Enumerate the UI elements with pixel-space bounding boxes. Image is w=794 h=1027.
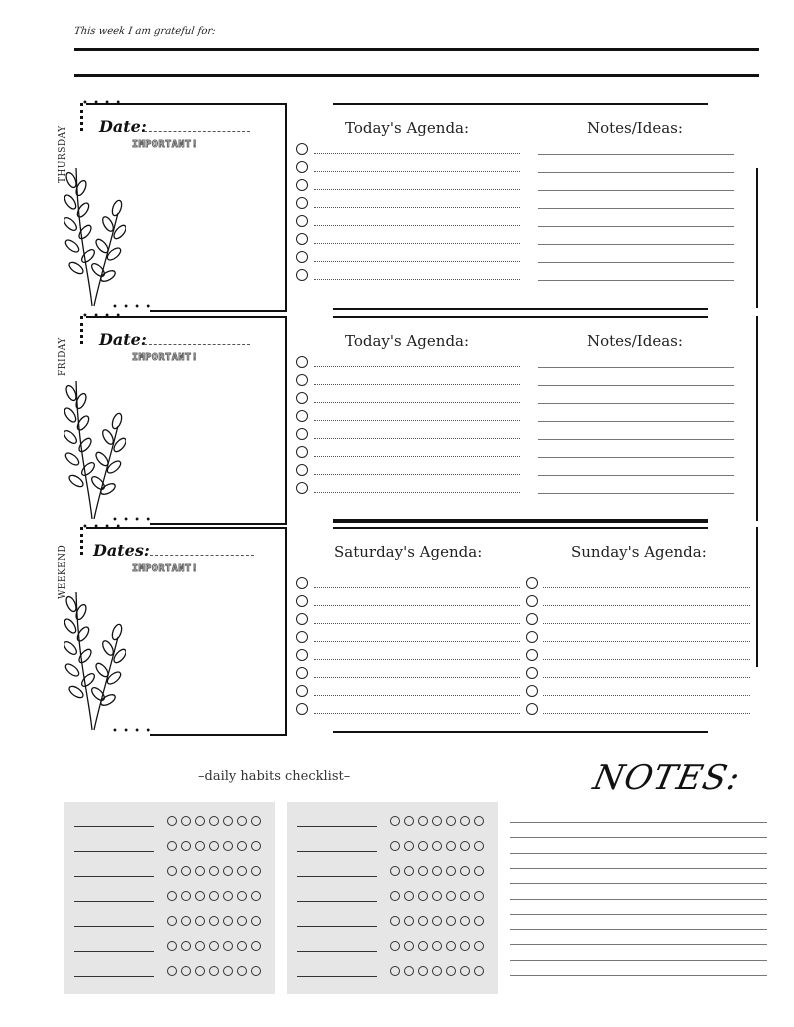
habit-day-circle[interactable] <box>181 916 191 926</box>
notes-line[interactable] <box>510 975 767 976</box>
left-heading: Today's Agenda: <box>345 119 470 137</box>
circle-checkbox-icon[interactable] <box>296 446 308 458</box>
agenda-line[interactable] <box>543 641 750 642</box>
agenda-line[interactable] <box>314 261 520 262</box>
habit-day-circle[interactable] <box>223 966 233 976</box>
agenda-line[interactable] <box>314 474 520 475</box>
habit-day-circle[interactable] <box>446 816 456 826</box>
notes-line[interactable] <box>510 868 767 869</box>
circle-checkbox-icon[interactable] <box>296 410 308 422</box>
habit-day-circle[interactable] <box>237 841 247 851</box>
agenda-line[interactable] <box>314 659 520 660</box>
section-top-rule-double <box>333 519 708 521</box>
circle-checkbox-icon[interactable] <box>526 685 538 697</box>
habit-day-circle[interactable] <box>404 816 414 826</box>
grateful-label: This week I am grateful for: <box>73 26 217 37</box>
notes-ideas-line[interactable] <box>538 403 734 404</box>
habit-day-circle[interactable] <box>251 841 261 851</box>
side-bar <box>756 316 758 521</box>
agenda-line[interactable] <box>314 420 520 421</box>
corner-dots: • • • • <box>82 522 123 533</box>
habit-day-circle[interactable] <box>446 941 456 951</box>
corner-dots-vertical <box>80 527 86 555</box>
habit-day-circle[interactable] <box>460 916 470 926</box>
habit-day-circle[interactable] <box>460 816 470 826</box>
circle-checkbox-icon[interactable] <box>296 613 308 625</box>
habit-day-circle[interactable] <box>474 916 484 926</box>
agenda-line[interactable] <box>314 713 520 714</box>
habit-day-circle[interactable] <box>209 916 219 926</box>
habit-day-circle[interactable] <box>181 866 191 876</box>
date-label: Date: <box>99 330 147 349</box>
agenda-line[interactable] <box>314 279 520 280</box>
habit-day-circle[interactable] <box>251 966 261 976</box>
circle-checkbox-icon[interactable] <box>526 613 538 625</box>
habit-day-circle[interactable] <box>390 841 400 851</box>
circle-checkbox-icon[interactable] <box>296 233 308 245</box>
habit-day-circle[interactable] <box>460 941 470 951</box>
habit-day-circle[interactable] <box>237 891 247 901</box>
habit-day-circle[interactable] <box>167 841 177 851</box>
grateful-line-2[interactable] <box>74 74 759 77</box>
notes-ideas-line[interactable] <box>538 244 734 245</box>
habit-day-circle[interactable] <box>237 966 247 976</box>
habit-day-circle[interactable] <box>251 916 261 926</box>
habit-day-circle[interactable] <box>390 866 400 876</box>
important-label: IMPORTANT! <box>132 139 199 150</box>
habit-day-circle[interactable] <box>223 941 233 951</box>
habit-name-line[interactable] <box>297 901 377 902</box>
right-heading: Notes/Ideas: <box>587 332 683 350</box>
circle-checkbox-icon[interactable] <box>526 703 538 715</box>
date-label: Dates: <box>93 541 150 560</box>
agenda-line[interactable] <box>314 384 520 385</box>
notes-ideas-line[interactable] <box>538 154 734 155</box>
agenda-line[interactable] <box>543 659 750 660</box>
habit-day-circle[interactable] <box>209 816 219 826</box>
left-heading: Saturday's Agenda: <box>334 543 483 561</box>
corner-dots: • • • • <box>82 98 123 109</box>
notes-line[interactable] <box>510 822 767 823</box>
day-label: WEEKEND <box>58 544 68 599</box>
agenda-line[interactable] <box>314 153 520 154</box>
habit-day-circle[interactable] <box>223 841 233 851</box>
agenda-line[interactable] <box>314 189 520 190</box>
habit-day-circle[interactable] <box>223 916 233 926</box>
habit-day-circle[interactable] <box>209 941 219 951</box>
habit-day-circle[interactable] <box>209 891 219 901</box>
habit-day-circle[interactable] <box>474 941 484 951</box>
habit-name-line[interactable] <box>74 951 154 952</box>
habit-day-circle[interactable] <box>404 866 414 876</box>
habit-day-circle[interactable] <box>474 841 484 851</box>
habit-day-circle[interactable] <box>209 866 219 876</box>
habit-name-line[interactable] <box>74 901 154 902</box>
circle-checkbox-icon[interactable] <box>296 464 308 476</box>
agenda-line[interactable] <box>314 171 520 172</box>
habit-day-circle[interactable] <box>390 966 400 976</box>
habit-day-circle[interactable] <box>432 941 442 951</box>
habit-day-circle[interactable] <box>446 916 456 926</box>
habit-day-circle[interactable] <box>237 916 247 926</box>
bottom-dots: • • • • <box>112 726 153 737</box>
agenda-line[interactable] <box>543 587 750 588</box>
circle-checkbox-icon[interactable] <box>296 161 308 173</box>
circle-checkbox-icon[interactable] <box>526 631 538 643</box>
habit-name-line[interactable] <box>74 851 154 852</box>
habit-day-circle[interactable] <box>432 816 442 826</box>
circle-checkbox-icon[interactable] <box>296 269 308 281</box>
circle-checkbox-icon[interactable] <box>296 703 308 715</box>
circle-checkbox-icon[interactable] <box>296 197 308 209</box>
circle-checkbox-icon[interactable] <box>296 356 308 368</box>
habit-name-line[interactable] <box>297 876 377 877</box>
day-label: THURSDAY <box>58 125 68 183</box>
notes-line[interactable] <box>510 960 767 961</box>
habit-day-circle[interactable] <box>474 866 484 876</box>
left-heading: Today's Agenda: <box>345 332 470 350</box>
habit-day-circle[interactable] <box>251 816 261 826</box>
habit-day-circle[interactable] <box>418 891 428 901</box>
notes-ideas-line[interactable] <box>538 385 734 386</box>
notes-line[interactable] <box>510 883 767 884</box>
circle-checkbox-icon[interactable] <box>526 577 538 589</box>
habit-name-line[interactable] <box>297 851 377 852</box>
habit-day-circle[interactable] <box>181 966 191 976</box>
habit-name-line[interactable] <box>297 951 377 952</box>
notes-line[interactable] <box>510 853 767 854</box>
habit-day-circle[interactable] <box>167 866 177 876</box>
agenda-line[interactable] <box>314 366 520 367</box>
habit-day-circle[interactable] <box>195 966 205 976</box>
habit-day-circle[interactable] <box>167 916 177 926</box>
habit-day-circle[interactable] <box>390 816 400 826</box>
leaf-branch-icon <box>64 582 126 732</box>
habit-name-line[interactable] <box>74 826 154 827</box>
habit-day-circle[interactable] <box>181 891 191 901</box>
circle-checkbox-icon[interactable] <box>296 392 308 404</box>
right-heading: Notes/Ideas: <box>587 119 683 137</box>
side-bar <box>756 527 758 667</box>
habit-day-circle[interactable] <box>195 816 205 826</box>
habit-day-circle[interactable] <box>418 916 428 926</box>
habit-day-circle[interactable] <box>167 941 177 951</box>
circle-checkbox-icon[interactable] <box>296 374 308 386</box>
corner-dots-vertical <box>80 103 86 131</box>
section-top-rule <box>333 103 708 105</box>
bottom-dots: • • • • <box>112 515 153 526</box>
important-label: IMPORTANT! <box>132 563 199 574</box>
agenda-line[interactable] <box>314 456 520 457</box>
notes-ideas-line[interactable] <box>538 262 734 263</box>
agenda-line[interactable] <box>314 225 520 226</box>
notes-ideas-line[interactable] <box>538 493 734 494</box>
notes-ideas-line[interactable] <box>538 226 734 227</box>
habit-day-circle[interactable] <box>432 966 442 976</box>
date-field[interactable] <box>150 555 254 556</box>
habit-day-circle[interactable] <box>251 891 261 901</box>
circle-checkbox-icon[interactable] <box>526 649 538 661</box>
notes-line[interactable] <box>510 837 767 838</box>
habits-title: –daily habits checklist– <box>198 769 351 784</box>
habit-day-circle[interactable] <box>167 816 177 826</box>
important-label: IMPORTANT! <box>132 352 199 363</box>
habit-day-circle[interactable] <box>460 841 470 851</box>
habit-day-circle[interactable] <box>432 866 442 876</box>
habit-day-circle[interactable] <box>390 891 400 901</box>
habit-day-circle[interactable] <box>432 841 442 851</box>
day-label: FRIDAY <box>58 337 68 376</box>
agenda-line[interactable] <box>543 677 750 678</box>
agenda-line[interactable] <box>543 623 750 624</box>
notes-ideas-line[interactable] <box>538 439 734 440</box>
notes-ideas-line[interactable] <box>538 190 734 191</box>
habit-day-circle[interactable] <box>181 941 191 951</box>
habit-day-circle[interactable] <box>195 841 205 851</box>
notes-ideas-line[interactable] <box>538 421 734 422</box>
habit-day-circle[interactable] <box>390 941 400 951</box>
notes-line[interactable] <box>510 929 767 930</box>
habit-day-circle[interactable] <box>418 966 428 976</box>
agenda-line[interactable] <box>314 243 520 244</box>
circle-checkbox-icon[interactable] <box>296 482 308 494</box>
agenda-line[interactable] <box>543 605 750 606</box>
section-top-rule <box>333 316 708 318</box>
agenda-line[interactable] <box>543 713 750 714</box>
habit-day-circle[interactable] <box>223 816 233 826</box>
notes-ideas-line[interactable] <box>538 172 734 173</box>
habit-day-circle[interactable] <box>474 966 484 976</box>
habit-day-circle[interactable] <box>446 966 456 976</box>
habit-day-circle[interactable] <box>390 916 400 926</box>
habit-day-circle[interactable] <box>418 866 428 876</box>
day-box <box>150 316 287 525</box>
section-bottom-rule <box>333 731 708 733</box>
circle-checkbox-icon[interactable] <box>296 179 308 191</box>
date-field[interactable] <box>144 344 250 345</box>
agenda-line[interactable] <box>314 641 520 642</box>
habit-day-circle[interactable] <box>404 941 414 951</box>
habit-day-circle[interactable] <box>167 966 177 976</box>
habit-name-line[interactable] <box>74 976 154 977</box>
agenda-line[interactable] <box>314 677 520 678</box>
circle-checkbox-icon[interactable] <box>296 215 308 227</box>
right-heading: Sunday's Agenda: <box>571 543 707 561</box>
habit-name-line[interactable] <box>297 926 377 927</box>
agenda-line[interactable] <box>314 492 520 493</box>
agenda-line[interactable] <box>314 587 520 588</box>
habit-name-line[interactable] <box>74 876 154 877</box>
habit-day-circle[interactable] <box>251 866 261 876</box>
habit-day-circle[interactable] <box>404 891 414 901</box>
section-top-rule-double <box>333 308 708 310</box>
agenda-line[interactable] <box>543 695 750 696</box>
side-bar <box>756 168 758 308</box>
circle-checkbox-icon[interactable] <box>296 667 308 679</box>
agenda-line[interactable] <box>314 623 520 624</box>
habit-day-circle[interactable] <box>474 891 484 901</box>
habit-day-circle[interactable] <box>195 891 205 901</box>
section-top-rule <box>333 527 708 529</box>
habit-day-circle[interactable] <box>195 916 205 926</box>
circle-checkbox-icon[interactable] <box>296 143 308 155</box>
circle-checkbox-icon[interactable] <box>296 685 308 697</box>
habit-day-circle[interactable] <box>460 891 470 901</box>
habit-day-circle[interactable] <box>460 966 470 976</box>
corner-dots: • • • • <box>82 311 123 322</box>
notes-title: NOTES: <box>589 758 745 798</box>
date-field[interactable] <box>144 131 250 132</box>
habit-day-circle[interactable] <box>181 841 191 851</box>
notes-line[interactable] <box>510 944 767 945</box>
habit-day-circle[interactable] <box>209 841 219 851</box>
agenda-line[interactable] <box>314 207 520 208</box>
leaf-branch-icon <box>64 158 126 308</box>
agenda-line[interactable] <box>314 605 520 606</box>
habit-name-line[interactable] <box>74 926 154 927</box>
habit-day-circle[interactable] <box>460 866 470 876</box>
notes-ideas-line[interactable] <box>538 367 734 368</box>
grateful-line-1[interactable] <box>74 48 759 51</box>
habit-day-circle[interactable] <box>404 916 414 926</box>
habit-day-circle[interactable] <box>237 866 247 876</box>
habit-day-circle[interactable] <box>209 966 219 976</box>
habit-day-circle[interactable] <box>432 916 442 926</box>
habit-day-circle[interactable] <box>223 866 233 876</box>
notes-ideas-line[interactable] <box>538 280 734 281</box>
leaf-branch-icon <box>64 371 126 521</box>
habit-day-circle[interactable] <box>167 891 177 901</box>
day-box <box>150 527 287 736</box>
agenda-line[interactable] <box>314 402 520 403</box>
circle-checkbox-icon[interactable] <box>296 428 308 440</box>
section-bottom-rule <box>333 521 708 523</box>
habit-day-circle[interactable] <box>237 941 247 951</box>
habit-day-circle[interactable] <box>251 941 261 951</box>
agenda-line[interactable] <box>314 438 520 439</box>
circle-checkbox-icon[interactable] <box>296 595 308 607</box>
notes-line[interactable] <box>510 899 767 900</box>
circle-checkbox-icon[interactable] <box>296 251 308 263</box>
notes-ideas-line[interactable] <box>538 475 734 476</box>
habit-day-circle[interactable] <box>195 866 205 876</box>
corner-dots-vertical <box>80 316 86 344</box>
notes-line[interactable] <box>510 914 767 915</box>
habit-name-line[interactable] <box>297 976 377 977</box>
habit-day-circle[interactable] <box>446 841 456 851</box>
circle-checkbox-icon[interactable] <box>296 649 308 661</box>
habit-day-circle[interactable] <box>474 816 484 826</box>
date-label: Date: <box>99 117 147 136</box>
habit-day-circle[interactable] <box>432 891 442 901</box>
circle-checkbox-icon[interactable] <box>526 595 538 607</box>
habit-day-circle[interactable] <box>237 816 247 826</box>
habit-day-circle[interactable] <box>404 966 414 976</box>
habit-day-circle[interactable] <box>446 866 456 876</box>
notes-ideas-line[interactable] <box>538 457 734 458</box>
notes-ideas-line[interactable] <box>538 208 734 209</box>
habit-day-circle[interactable] <box>418 816 428 826</box>
habit-day-circle[interactable] <box>418 941 428 951</box>
habit-day-circle[interactable] <box>223 891 233 901</box>
habit-day-circle[interactable] <box>418 841 428 851</box>
habit-day-circle[interactable] <box>404 841 414 851</box>
habit-day-circle[interactable] <box>195 941 205 951</box>
habit-day-circle[interactable] <box>181 816 191 826</box>
bottom-dots: • • • • <box>112 302 153 313</box>
circle-checkbox-icon[interactable] <box>526 667 538 679</box>
habit-day-circle[interactable] <box>446 891 456 901</box>
circle-checkbox-icon[interactable] <box>296 577 308 589</box>
day-box <box>150 103 287 312</box>
agenda-line[interactable] <box>314 695 520 696</box>
habit-name-line[interactable] <box>297 826 377 827</box>
circle-checkbox-icon[interactable] <box>296 631 308 643</box>
